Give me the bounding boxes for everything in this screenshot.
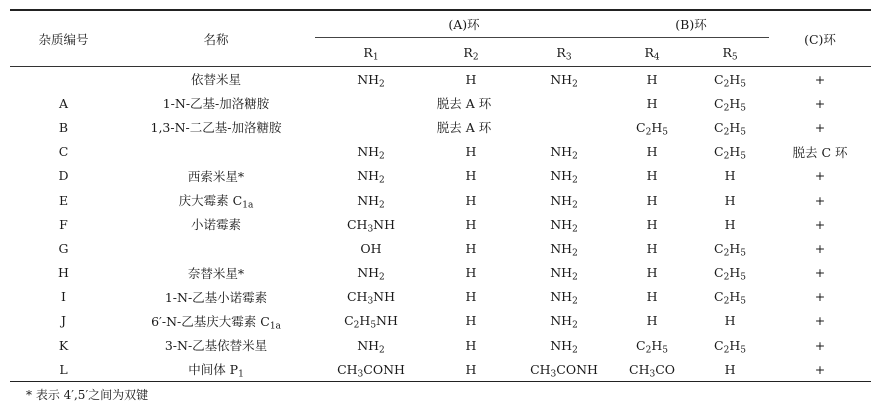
cell-r4: H xyxy=(646,289,658,305)
cell-code: H xyxy=(58,265,69,281)
cell-r2: H xyxy=(465,240,477,256)
cell-ring-c: + xyxy=(814,71,826,87)
cell-code: G xyxy=(58,240,69,256)
cell-code: F xyxy=(59,216,68,232)
cell-r1: $NH_2$ xyxy=(357,337,385,355)
impurity-table xyxy=(10,9,871,382)
cell-code: A xyxy=(58,95,69,111)
cell-code: C xyxy=(58,144,69,160)
table-row xyxy=(10,261,871,285)
cell-r3: $NH_2$ xyxy=(550,240,578,259)
cell-r4: H xyxy=(646,71,658,87)
footnote: * 表示 4′,5′之间为双键 xyxy=(26,388,149,402)
cell-r4: H xyxy=(646,95,658,111)
cell-r3: $CH_3CONH$ xyxy=(515,357,613,382)
cell-ring-c: 脱去 C 环 xyxy=(792,144,848,160)
cell-ring-c: + xyxy=(769,357,871,382)
cell-name: 中间体 $P_1$ xyxy=(117,357,315,382)
table-row xyxy=(10,188,871,212)
table-row xyxy=(10,333,871,357)
table-row xyxy=(10,236,871,260)
cell-ring-c: + xyxy=(814,337,826,353)
cell-r5: $C_2H_5$ xyxy=(714,144,746,162)
cell-r5: H xyxy=(691,357,769,382)
table-row xyxy=(10,357,871,382)
cell-r5: $C_2H_5$ xyxy=(714,71,746,89)
cell-r1: $NH_2$ xyxy=(357,265,385,283)
header-r5: $R_5$ xyxy=(691,38,769,67)
cell-r5: $C_2H_5$ xyxy=(714,289,746,307)
cell-code: B xyxy=(58,119,69,135)
cell-r1: $NH_2$ xyxy=(357,192,385,210)
cell-code: I xyxy=(61,289,66,305)
cell-ring-a-merged: 脱去 A 环 xyxy=(436,96,492,112)
cell-r2: H xyxy=(465,168,477,184)
cell-ring-c: + xyxy=(814,168,826,184)
cell-r3: $NH_2$ xyxy=(550,144,578,162)
cell-ring-c: + xyxy=(814,289,826,305)
cell-code: L xyxy=(10,357,117,382)
cell-r4: H xyxy=(646,168,658,184)
cell-r2: H xyxy=(465,337,477,353)
table-row xyxy=(10,212,871,236)
cell-r3: $NH_2$ xyxy=(550,192,578,210)
cell-r5: H xyxy=(724,192,736,208)
header-ring-a: (A)环 xyxy=(315,10,613,38)
cell-r4: H xyxy=(646,240,658,256)
header-r3: $R_3$ xyxy=(515,38,613,67)
cell-name: 1-N-乙基-加洛糖胺 xyxy=(162,96,270,112)
table-header xyxy=(10,10,871,67)
cell-r1: $NH_2$ xyxy=(357,71,385,89)
cell-r2: H xyxy=(465,265,477,281)
table-row xyxy=(10,115,871,139)
cell-r3: $NH_2$ xyxy=(550,216,578,234)
cell-r1: $CH_3NH$ xyxy=(346,289,396,307)
cell-r2: H xyxy=(465,71,477,87)
cell-code: E xyxy=(58,192,69,208)
table-row xyxy=(10,285,871,309)
cell-r1: $C_2H_5NH$ xyxy=(344,313,398,331)
cell-code: K xyxy=(58,337,69,353)
cell-ring-c: + xyxy=(814,95,826,111)
cell-r4: $CH_3CO$ xyxy=(613,357,691,382)
cell-ring-c: + xyxy=(814,119,826,135)
cell-r1: $NH_2$ xyxy=(357,144,385,162)
cell-r4: H xyxy=(646,216,658,232)
cell-r3: $NH_2$ xyxy=(550,168,578,186)
cell-r1: OH xyxy=(360,240,382,256)
cell-r4: H xyxy=(646,313,658,329)
table-body xyxy=(10,67,871,382)
cell-name: 西索米星* xyxy=(187,168,245,184)
cell-r2: H xyxy=(465,313,477,329)
cell-r3: $NH_2$ xyxy=(550,71,578,89)
cell-r3: $NH_2$ xyxy=(550,289,578,307)
cell-ring-c: + xyxy=(814,240,826,256)
cell-name: 依替米星 xyxy=(190,72,241,88)
cell-r1: $CH_3CONH$ xyxy=(315,357,427,382)
cell-r2: H xyxy=(427,357,515,382)
cell-r5: $C_2H_5$ xyxy=(714,265,746,283)
cell-name: 庆大霉素 $C_{1a}$ xyxy=(178,193,254,211)
cell-name: 6′-N-乙基庆大霉素 $C_{1a}$ xyxy=(151,313,281,332)
cell-name: 1,3-N-二乙基-加洛糖胺 xyxy=(150,120,282,136)
cell-r5: $C_2H_5$ xyxy=(714,95,746,114)
table-row xyxy=(10,67,871,92)
header-r1: $R_1$ xyxy=(315,38,427,67)
cell-name: 3-N-乙基依替米星 xyxy=(164,338,268,354)
cell-r2: H xyxy=(465,216,477,232)
cell-r5: $C_2H_5$ xyxy=(714,240,746,259)
table-row xyxy=(10,164,871,188)
header-r2: $R_2$ xyxy=(427,38,515,67)
cell-r4: $C_2H_5$ xyxy=(636,119,668,138)
cell-ring-c: + xyxy=(814,216,826,232)
cell-r5: H xyxy=(724,168,736,184)
cell-r5: H xyxy=(724,216,736,232)
cell-r2: H xyxy=(465,192,477,208)
cell-r3: $NH_2$ xyxy=(550,313,578,331)
cell-r2: H xyxy=(465,144,477,160)
cell-r4: H xyxy=(646,192,658,208)
cell-name xyxy=(117,140,315,164)
cell-r5: $C_2H_5$ xyxy=(714,337,746,355)
cell-code xyxy=(10,67,117,92)
cell-r4: H xyxy=(646,265,658,281)
table-row xyxy=(10,140,871,164)
cell-r4: H xyxy=(646,144,658,160)
cell-ring-c: + xyxy=(814,265,826,281)
cell-ring-c: + xyxy=(814,313,826,329)
cell-name xyxy=(117,236,315,260)
cell-r1: $CH_3NH$ xyxy=(346,216,396,234)
cell-r3: $NH_2$ xyxy=(550,337,578,355)
cell-r4: $C_2H_5$ xyxy=(636,337,668,355)
cell-ring-c: + xyxy=(814,192,826,208)
table-row xyxy=(10,309,871,333)
header-ring-c: (C)环 xyxy=(769,10,871,67)
header-code: 杂质编号 xyxy=(10,10,117,67)
cell-ring-a-merged: 脱去 A 环 xyxy=(436,120,492,136)
cell-r2: H xyxy=(465,289,477,305)
cell-name: 奈替米星* xyxy=(187,265,245,281)
cell-code: D xyxy=(58,168,69,184)
cell-name: 1-N-乙基小诺霉素 xyxy=(164,289,268,305)
header-name: 名称 xyxy=(117,10,315,67)
cell-r3: $NH_2$ xyxy=(550,265,578,283)
cell-name: 小诺霉素 xyxy=(190,217,241,233)
cell-r5: H xyxy=(724,313,736,329)
header-ring-b: (B)环 xyxy=(613,10,769,38)
header-r4: $R_4$ xyxy=(613,38,691,67)
cell-code: J xyxy=(60,313,66,329)
cell-r1: $NH_2$ xyxy=(357,168,385,186)
table-row xyxy=(10,91,871,115)
cell-r5: $C_2H_5$ xyxy=(714,119,746,138)
